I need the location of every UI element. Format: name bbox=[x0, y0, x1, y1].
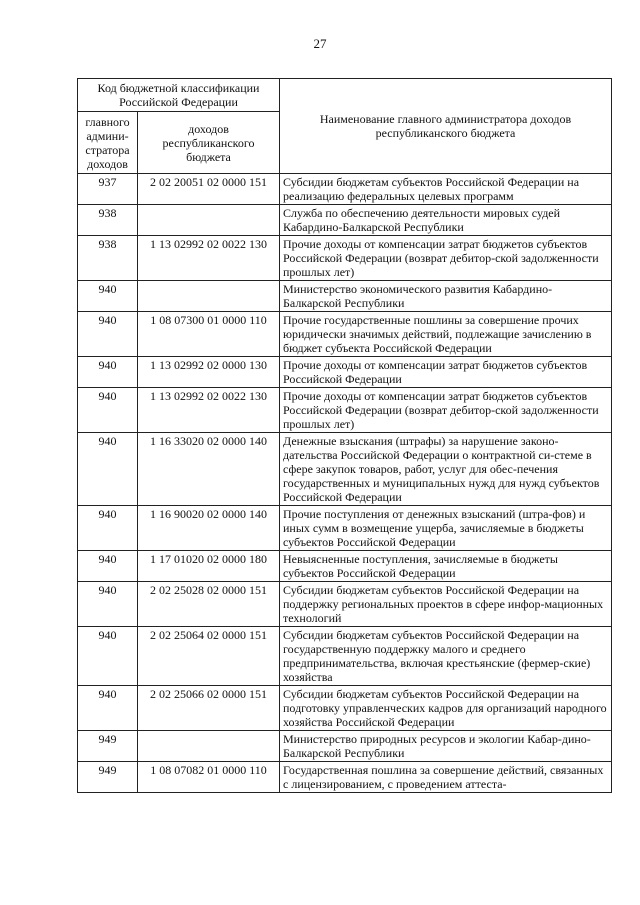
name-cell: Субсидии бюджетам субъектов Российской Федерации на поддержку региональных проектов в сфере инфор-мационных технологий bbox=[280, 582, 612, 627]
income-code-cell bbox=[138, 205, 280, 236]
admin-code-cell: 940 bbox=[78, 388, 138, 433]
name-cell: Субсидии бюджетам субъектов Российской Федерации на государственную поддержку малого и среднего предпринимательства, включая крестьянские (фермер-ские) хозяйства bbox=[280, 627, 612, 686]
income-code-cell: 1 16 90020 02 0000 140 bbox=[138, 506, 280, 551]
income-code-cell: 1 08 07082 01 0000 110 bbox=[138, 762, 280, 793]
admin-code-cell: 949 bbox=[78, 762, 138, 793]
budget-classification-table bbox=[77, 78, 612, 793]
header-group-label: Код бюджетной классификации Российской Федерации bbox=[78, 79, 280, 112]
name-cell: Прочие доходы от компенсации затрат бюджетов субъектов Российской Федерации (возврат дебитор-ской задолженности прошлых лет) bbox=[280, 236, 612, 281]
income-code-cell: 1 08 07300 01 0000 110 bbox=[138, 312, 280, 357]
admin-code-cell: 938 bbox=[78, 205, 138, 236]
income-code-cell bbox=[138, 731, 280, 762]
income-code-cell bbox=[138, 281, 280, 312]
page-number: 27 bbox=[313, 36, 327, 51]
name-cell: Министерство природных ресурсов и экологии Кабар-дино-Балкарской Республики bbox=[280, 731, 612, 762]
admin-code-cell: 940 bbox=[78, 433, 138, 506]
admin-code-cell: 940 bbox=[78, 582, 138, 627]
name-cell: Денежные взыскания (штрафы) за нарушение законо-дательства Российской Федерации о контрактной си-стеме в сфере закупок товаров, работ, услуг для обес-печения государственных и муниципальных нужд для нужд субъектов Российской Федерации bbox=[280, 433, 612, 506]
admin-code-cell: 940 bbox=[78, 506, 138, 551]
admin-code-cell: 940 bbox=[78, 312, 138, 357]
name-cell: Министерство экономического развития Кабардино-Балкарской Республики bbox=[280, 281, 612, 312]
income-code-cell: 1 17 01020 02 0000 180 bbox=[138, 551, 280, 582]
admin-code-cell: 940 bbox=[78, 686, 138, 731]
income-code-cell: 2 02 20051 02 0000 151 bbox=[138, 174, 280, 205]
table-row bbox=[78, 174, 612, 205]
admin-code-cell: 949 bbox=[78, 731, 138, 762]
admin-code-cell: 940 bbox=[78, 357, 138, 388]
table-row bbox=[78, 506, 612, 551]
income-code-cell: 2 02 25064 02 0000 151 bbox=[138, 627, 280, 686]
income-code-cell: 1 16 33020 02 0000 140 bbox=[138, 433, 280, 506]
admin-code-cell: 938 bbox=[78, 236, 138, 281]
header-admin-column: главного админи-стратора доходов bbox=[78, 112, 138, 174]
income-code-cell: 1 13 02992 02 0000 130 bbox=[138, 357, 280, 388]
table-row bbox=[78, 582, 612, 627]
table-row bbox=[78, 357, 612, 388]
name-cell: Служба по обеспечению деятельности мировых судей Кабардино-Балкарской Республики bbox=[280, 205, 612, 236]
table-row bbox=[78, 433, 612, 506]
table-row bbox=[78, 762, 612, 793]
table-row bbox=[78, 388, 612, 433]
income-code-cell: 2 02 25066 02 0000 151 bbox=[138, 686, 280, 731]
income-code-cell: 1 13 02992 02 0022 130 bbox=[138, 388, 280, 433]
admin-code-cell: 940 bbox=[78, 627, 138, 686]
income-code-cell: 1 13 02992 02 0022 130 bbox=[138, 236, 280, 281]
name-cell: Невыясненные поступления, зачисляемые в бюджеты субъектов Российской Федерации bbox=[280, 551, 612, 582]
admin-code-cell: 940 bbox=[78, 281, 138, 312]
name-cell: Прочие поступления от денежных взысканий (штра-фов) и иных сумм в возмещение ущерба, зачисляемые в бюджеты субъектов Российской Федерации bbox=[280, 506, 612, 551]
name-cell: Прочие доходы от компенсации затрат бюджетов субъектов Российской Федерации (возврат дебитор-ской задолженности прошлых лет) bbox=[280, 388, 612, 433]
name-cell: Субсидии бюджетам субъектов Российской Федерации на реализацию федеральных целевых программ bbox=[280, 174, 612, 205]
table-row bbox=[78, 236, 612, 281]
table-row bbox=[78, 686, 612, 731]
table-row bbox=[78, 205, 612, 236]
admin-code-cell: 940 bbox=[78, 551, 138, 582]
name-cell: Прочие доходы от компенсации затрат бюджетов субъектов Российской Федерации bbox=[280, 357, 612, 388]
header-code-column: доходов республиканского бюджета bbox=[138, 112, 280, 174]
name-cell: Прочие государственные пошлины за совершение прочих юридически значимых действий, подлежащие зачислению в бюджет субъекта Российской Федерации bbox=[280, 312, 612, 357]
table-row bbox=[78, 281, 612, 312]
table-row bbox=[78, 627, 612, 686]
admin-code-cell: 937 bbox=[78, 174, 138, 205]
table-row bbox=[78, 312, 612, 357]
header-name-column: Наименование главного администратора доходов республиканского бюджета bbox=[280, 79, 612, 174]
table-row bbox=[78, 551, 612, 582]
name-cell: Субсидии бюджетам субъектов Российской Федерации на подготовку управленческих кадров для организаций народного хозяйства Российской Федерации bbox=[280, 686, 612, 731]
income-code-cell: 2 02 25028 02 0000 151 bbox=[138, 582, 280, 627]
name-cell: Государственная пошлина за совершение действий, связанных с лицензированием, с проведением аттеста- bbox=[280, 762, 612, 793]
table-body bbox=[78, 174, 612, 793]
table-row bbox=[78, 731, 612, 762]
